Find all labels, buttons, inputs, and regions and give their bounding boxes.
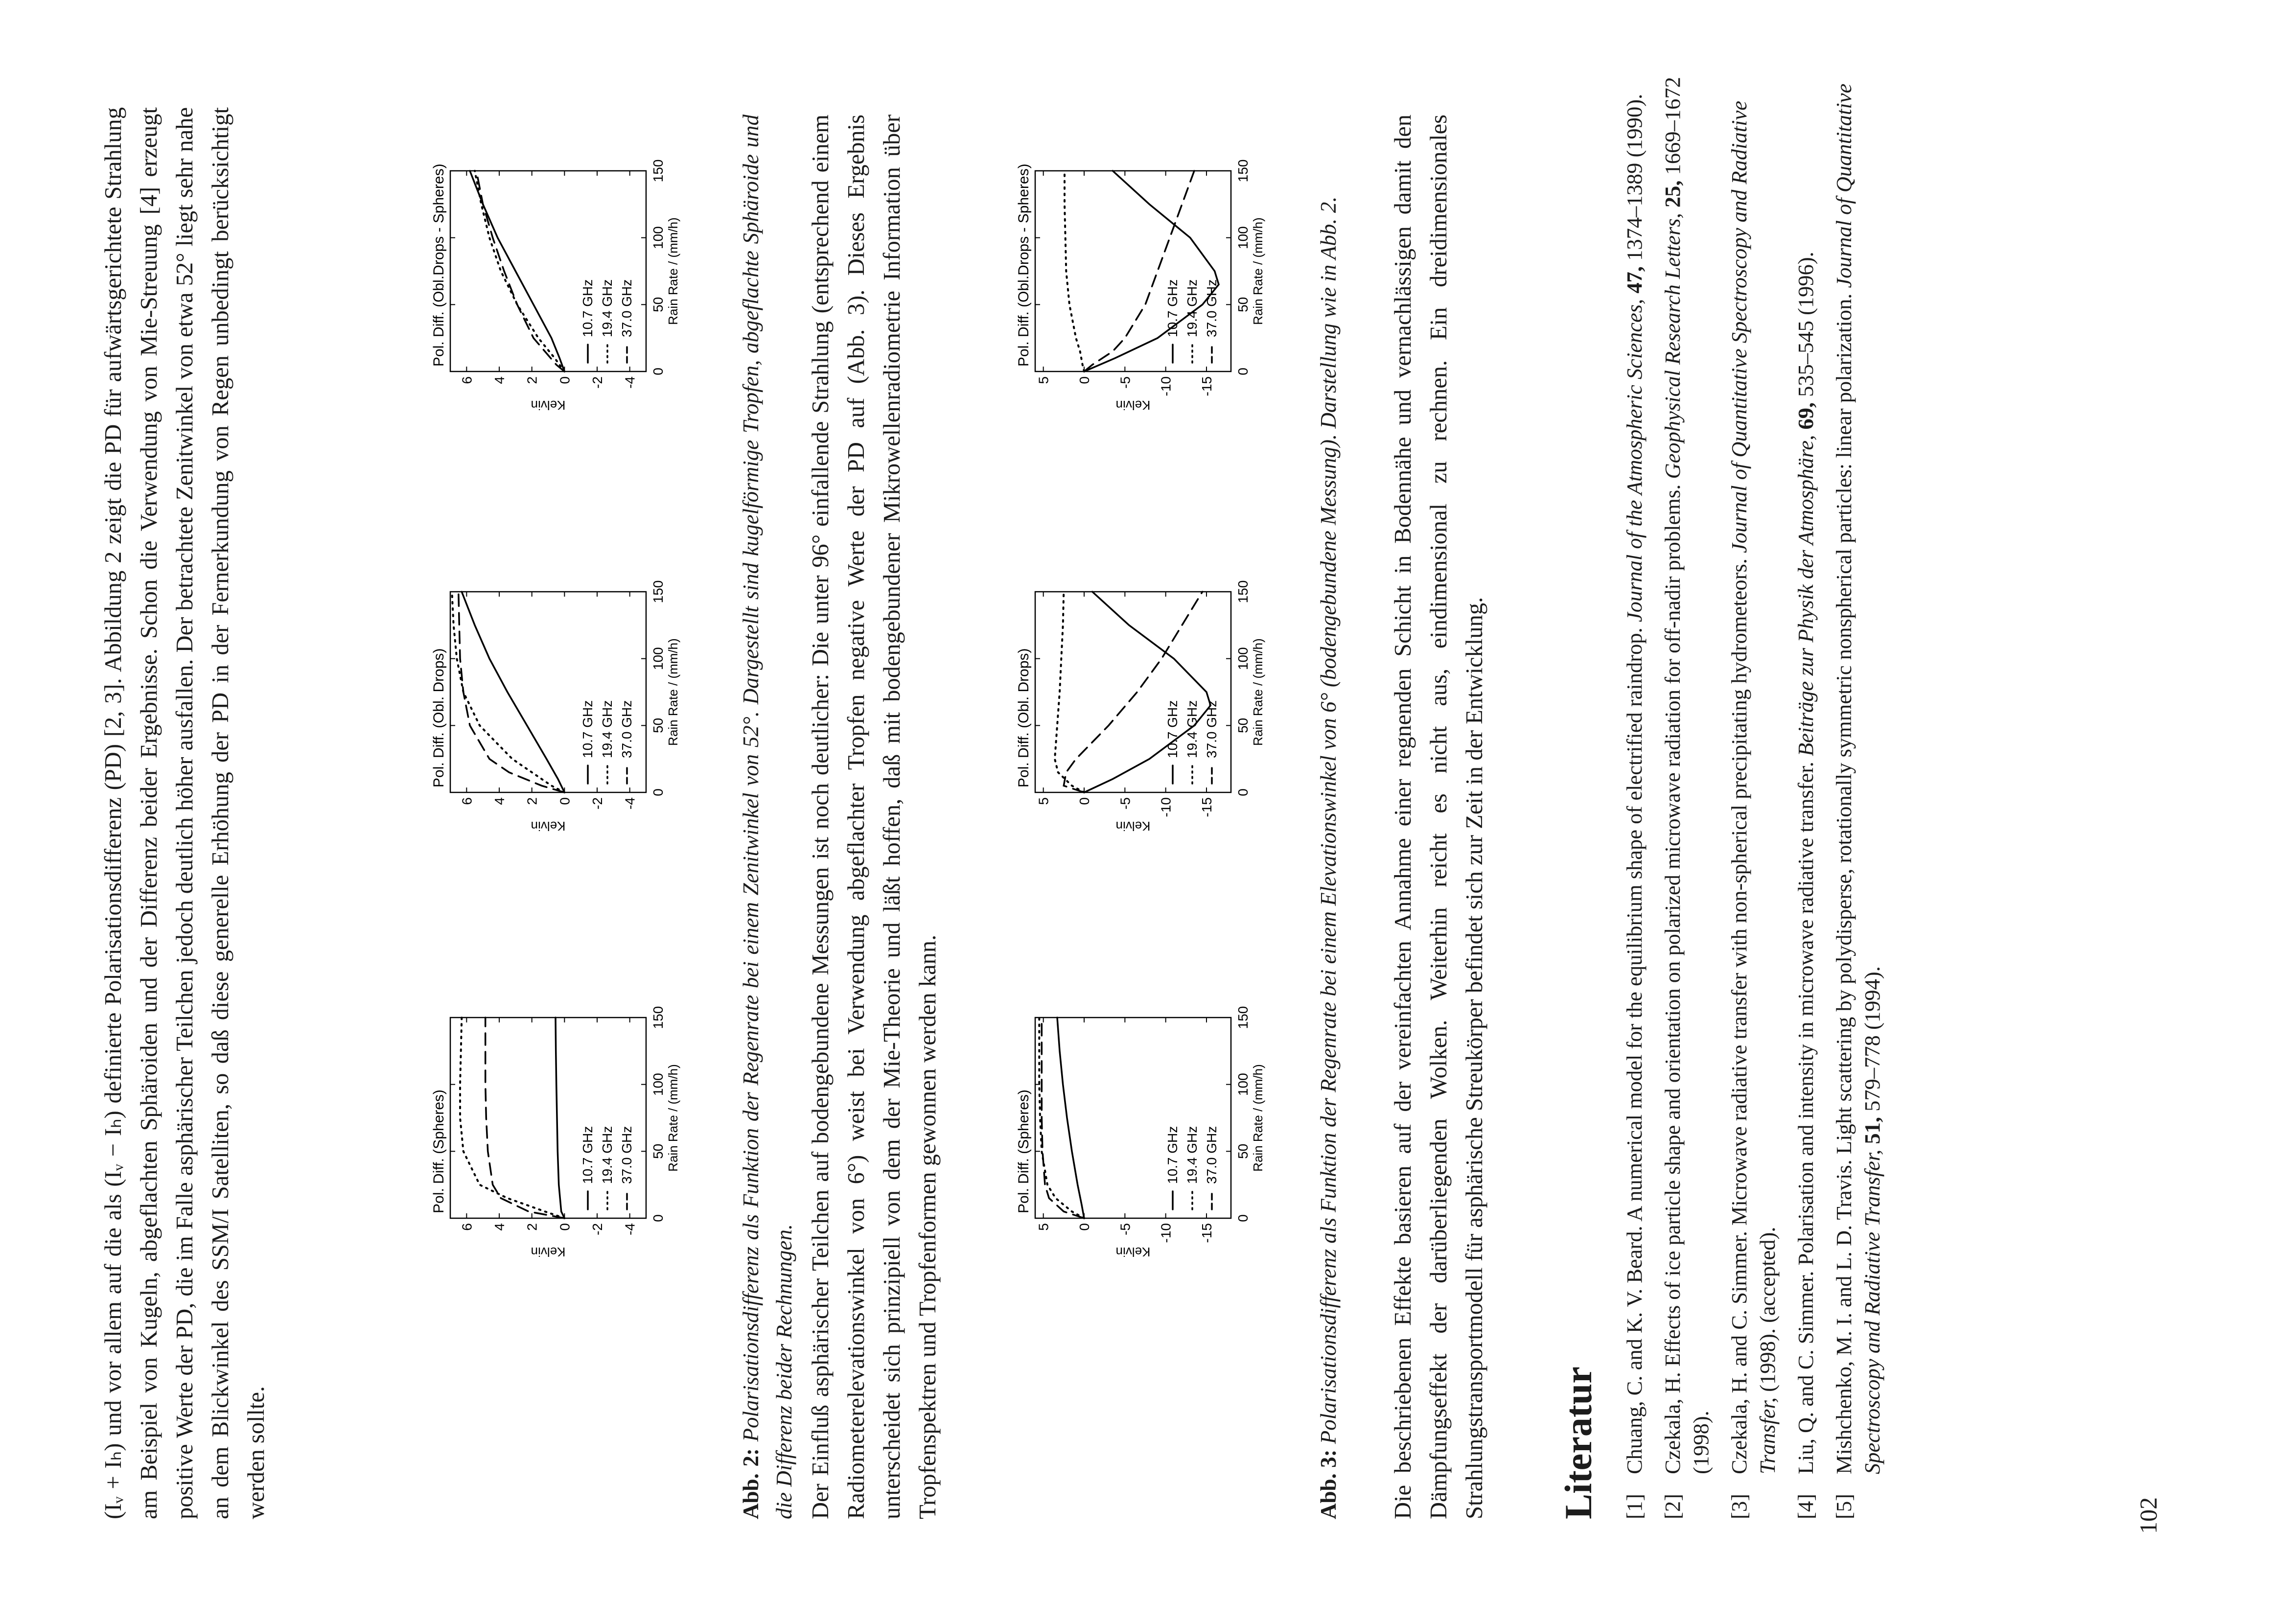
chart-title: Pol. Diff. (Spheres) xyxy=(431,1089,447,1213)
y-tick-label: -15 xyxy=(1199,797,1214,817)
x-tick-label: 150 xyxy=(650,1006,666,1029)
y-tick-label: -15 xyxy=(1199,376,1214,396)
reference-authors: Chuang, C. and K. V. Beard. A numerical model for the equilibrium shape of electrified raindrop. xyxy=(1622,627,1647,1474)
series-line xyxy=(1065,171,1084,371)
figure-2-caption-text: Polarisationsdifferenz als Funktion der Regenrate bei einem Zenitwinkel von 52°. Dargestellt sind kugelförmige Tropfen, abgeflachte Sphäroide und die Differenz beider Rechnungen. xyxy=(739,115,796,1519)
page-number: 102 xyxy=(2134,1497,2162,1534)
series-line xyxy=(1084,171,1219,371)
chart-title: Pol. Diff. (Obl.Drops - Spheres) xyxy=(431,163,447,367)
reference-pages: (1998). (accepted). xyxy=(1755,1227,1780,1392)
y-tick-label: -10 xyxy=(1158,797,1174,817)
reference-item xyxy=(1830,46,1886,1519)
legend-label: 10.7 GHz xyxy=(1165,279,1180,337)
x-tick-label: 100 xyxy=(650,226,666,250)
reference-pages: 1669–1672 (1998). xyxy=(1660,77,1713,1474)
y-tick-label: 0 xyxy=(1077,797,1092,805)
x-tick-label: 150 xyxy=(650,580,666,603)
y-axis-label: Kelvin xyxy=(1115,819,1151,834)
closing-paragraph: Die beschriebenen Effekte basieren auf der vereinfachten Annahme einer regnenden Schicht in Bodennähe und vernachlässigen damit den Dämpfungseffekt der darüberliegenden Wolken. Weiterhin reicht es nicht aus, eindimensional zu rechnen. Ein dreidimensionales Strahlungstransportmodell für asphärische Streukörper befindet sich zur Zeit in der Entwicklung. xyxy=(1390,115,1487,1519)
chart-title: Pol. Diff. (Obl. Drops) xyxy=(431,648,447,788)
reference-pages: 1374–1389 (1990). xyxy=(1622,93,1647,261)
plot-frame xyxy=(450,1018,646,1218)
legend-label: 10.7 GHz xyxy=(580,700,595,758)
legend-label: 19.4 GHz xyxy=(1184,279,1200,337)
y-tick-label: -4 xyxy=(622,376,638,389)
x-tick-label: 150 xyxy=(1235,580,1251,603)
legend-label: 37.0 GHz xyxy=(1204,700,1219,758)
y-tick-label: -4 xyxy=(622,1223,638,1235)
legend-label: 37.0 GHz xyxy=(619,279,634,337)
x-axis-label: Rain Rate / (mm/h) xyxy=(1251,638,1265,746)
y-tick-label: 2 xyxy=(524,1223,540,1231)
y-tick-label: 0 xyxy=(1077,1223,1092,1231)
x-tick-label: 150 xyxy=(650,159,666,183)
y-tick-label: -15 xyxy=(1199,1223,1214,1243)
y-tick-label: 2 xyxy=(524,797,540,805)
y-axis-label: Kelvin xyxy=(1115,398,1151,413)
reference-journal: Journal of Quantitative Spectroscopy and Radiative Transfer, xyxy=(1727,100,1780,1474)
series-line xyxy=(1064,592,1202,792)
reference-journal: Beiträge zur Physik der Atmosphäre, xyxy=(1793,435,1818,757)
plot-frame xyxy=(1035,1018,1231,1218)
figure-3-plot-difference xyxy=(1006,144,1282,418)
x-tick-label: 0 xyxy=(650,1214,666,1222)
chart-svg xyxy=(421,565,695,839)
chart-svg xyxy=(1006,144,1280,418)
x-axis-label: Rain Rate / (mm/h) xyxy=(666,217,680,325)
figure-3-label: Abb. 3: xyxy=(1316,1449,1341,1519)
y-tick-label: 5 xyxy=(1036,376,1051,384)
reference-number: [3] xyxy=(1727,1494,1751,1519)
y-tick-label: 0 xyxy=(557,376,573,384)
x-tick-label: 100 xyxy=(650,647,666,671)
x-tick-label: 0 xyxy=(650,368,666,375)
series-line xyxy=(556,1018,564,1218)
legend-label: 10.7 GHz xyxy=(1165,1126,1180,1184)
series-line xyxy=(460,1018,564,1218)
intro-paragraph: (Iᵥ + Iₕ) und vor allem auf die als (Iᵥ − Iₕ) definierte Polarisationsdifferenz (PD) [2, 3]. Abbildung 2 zeigt die PD für aufwärtsgerichtete Strahlung am Beispiel von Kugeln, abgeflachten Sphäroiden und der Differenz beider Ergebnisse. Schon die Verwendung von Mie-Streuung [4] erzeugt positive Werte der PD, die im Falle asphärischer Teilchen jedoch deutlich höher ausfallen. Der betrachtete Zenitwinkel von etwa 52° liegt sehr nahe an dem Blickwinkel des SSM/I Satelliten, so daß diese generelle Erhöhung der PD in der Fernerkundung von Regen unbedingt berücksichtigt werden sollte. xyxy=(100,107,269,1519)
reference-journal: Geophysical Research Letters, xyxy=(1660,213,1685,479)
y-tick-label: -5 xyxy=(1117,797,1133,810)
reference-number: [4] xyxy=(1793,1494,1818,1519)
y-tick-label: 0 xyxy=(557,1223,573,1231)
series-line xyxy=(1055,592,1084,792)
y-tick-label: 0 xyxy=(557,797,573,805)
y-tick-label: -2 xyxy=(590,797,605,810)
y-tick-label: 5 xyxy=(1036,797,1051,805)
series-line xyxy=(462,592,564,792)
legend-label: 10.7 GHz xyxy=(580,1126,595,1184)
chart-title: Pol. Diff. (Obl.Drops - Spheres) xyxy=(1016,163,1032,367)
reference-journal: Journal of Quantitative Spectroscopy and Radiative Transfer, xyxy=(1832,83,1884,1474)
reference-pages: 579–778 (1994). xyxy=(1860,966,1884,1112)
middle-paragraph: Der Einfluß asphärischer Teilchen auf bodengebundene Messungen ist noch deutlicher: Die unter 96° einfallende Strahlung (entsprechend einem Radiometerelevationswinkel von 6°) weist bei Verwendung abgeflachter Tropfen negative Werte der PD auf (Abb. 3). Dieses Ergebnis unterscheidet sich prinzipiell von dem der Mie-Theorie und läßt hoffen, daß mit bodengebundener Mikrowellenradiometrie Information über Tropfenspektren und Tropfenformen gewonnen werden kann. xyxy=(808,115,941,1519)
x-tick-label: 50 xyxy=(650,1143,666,1159)
legend-label: 19.4 GHz xyxy=(1184,1126,1200,1184)
y-tick-label: -2 xyxy=(590,376,605,389)
reference-pages: 535–545 (1996). xyxy=(1793,252,1818,397)
legend-label: 37.0 GHz xyxy=(1204,279,1219,337)
legend-label: 19.4 GHz xyxy=(1184,700,1200,758)
y-tick-label: -5 xyxy=(1117,376,1133,389)
x-tick-label: 0 xyxy=(1235,1214,1251,1222)
y-tick-label: 6 xyxy=(459,376,475,384)
figure-3-plot-spheres xyxy=(1006,991,1282,1265)
reference-item xyxy=(1725,46,1782,1519)
figure-2-label: Abb. 2: xyxy=(739,1448,763,1519)
x-axis-label: Rain Rate / (mm/h) xyxy=(666,1064,680,1172)
x-axis-label: Rain Rate / (mm/h) xyxy=(1251,1064,1265,1172)
x-tick-label: 50 xyxy=(1235,718,1251,733)
x-axis-label: Rain Rate / (mm/h) xyxy=(666,638,680,746)
y-tick-label: 2 xyxy=(524,376,540,384)
legend-label: 10.7 GHz xyxy=(580,279,595,337)
figure-2-caption xyxy=(734,115,801,1519)
legend-label: 37.0 GHz xyxy=(619,700,634,758)
x-tick-label: 0 xyxy=(1235,368,1251,375)
reference-authors: Czekala, H. Effects of ice particle shape and orientation on polarized microwave radiation for off-nadir problems. xyxy=(1660,484,1685,1474)
legend-label: 10.7 GHz xyxy=(1165,700,1180,758)
reference-volume: 51, xyxy=(1860,1116,1884,1144)
y-tick-label: 6 xyxy=(459,1223,475,1231)
x-tick-label: 100 xyxy=(1235,647,1251,671)
legend-label: 19.4 GHz xyxy=(600,279,615,337)
reference-volume: 69, xyxy=(1793,402,1818,430)
chart-svg xyxy=(421,991,695,1265)
x-axis-label: Rain Rate / (mm/h) xyxy=(1251,217,1265,325)
legend-label: 37.0 GHz xyxy=(619,1126,634,1184)
y-tick-label: 5 xyxy=(1036,1223,1051,1231)
series-line xyxy=(475,171,564,371)
series-line xyxy=(1084,592,1210,792)
reference-item xyxy=(1791,46,1820,1519)
reference-authors: Liu, Q. and C. Simmer. Polarisation and intensity in microwave radiative transfer. xyxy=(1793,762,1818,1474)
y-tick-label: 6 xyxy=(459,797,475,805)
plot-frame xyxy=(1035,592,1231,792)
chart-svg xyxy=(1006,565,1280,839)
figure-2-plot-spheres xyxy=(421,991,697,1265)
chart-svg xyxy=(421,144,695,418)
reference-list xyxy=(1620,46,1896,1519)
x-tick-label: 0 xyxy=(650,788,666,796)
series-line xyxy=(1057,1018,1084,1218)
reference-authors: Mishchenko, M. I. and L. D. Travis. Light scattering by polydisperse, rotationally symmetric nonspherical particles: linear polarization. xyxy=(1832,293,1856,1474)
x-tick-label: 150 xyxy=(1235,1006,1251,1029)
chart-title: Pol. Diff. (Spheres) xyxy=(1016,1089,1032,1213)
reference-journal: Journal of the Atmospheric Sciences, xyxy=(1622,299,1647,623)
figure-3-caption-text: Polarisationsdifferenz als Funktion der Regenrate bei einem Elevationswinkel von 6° (bodengebundene Messung). Darstellung wie in Abb. 2. xyxy=(1316,196,1341,1444)
x-tick-label: 100 xyxy=(1235,226,1251,250)
y-axis-label: Kelvin xyxy=(1115,1245,1151,1259)
y-tick-label: -2 xyxy=(590,1223,605,1235)
x-tick-label: 50 xyxy=(1235,297,1251,312)
y-axis-label: Kelvin xyxy=(531,819,566,834)
y-tick-label: -10 xyxy=(1158,376,1174,396)
y-axis-label: Kelvin xyxy=(531,1245,566,1259)
y-tick-label: -5 xyxy=(1117,1223,1133,1235)
legend-label: 19.4 GHz xyxy=(600,700,615,758)
x-tick-label: 0 xyxy=(1235,788,1251,796)
series-line xyxy=(476,171,564,371)
x-tick-label: 50 xyxy=(1235,1143,1251,1159)
x-tick-label: 50 xyxy=(650,297,666,312)
series-line xyxy=(1039,1018,1084,1218)
y-axis-label: Kelvin xyxy=(531,398,566,413)
x-tick-label: 150 xyxy=(1235,159,1251,183)
legend-label: 37.0 GHz xyxy=(1204,1126,1219,1184)
x-tick-label: 50 xyxy=(650,718,666,733)
series-line xyxy=(486,1018,565,1218)
figure-3-caption xyxy=(1312,115,1345,1519)
reference-volume: 25, xyxy=(1660,180,1685,208)
plot-frame xyxy=(450,171,646,371)
y-tick-label: 4 xyxy=(492,376,507,384)
reference-number: [5] xyxy=(1832,1494,1856,1519)
x-tick-label: 100 xyxy=(1235,1073,1251,1096)
y-tick-label: -10 xyxy=(1158,1223,1174,1243)
reference-item xyxy=(1658,46,1715,1519)
x-tick-label: 100 xyxy=(650,1073,666,1096)
y-tick-label: 4 xyxy=(492,797,507,805)
chart-svg xyxy=(1006,991,1280,1265)
reference-authors: Czekala, H. and C. Simmer. Microwave radiative transfer with non-spherical precipitating hydrometeors. xyxy=(1727,558,1751,1474)
references-heading: Literatur xyxy=(1557,1367,1600,1519)
figure-3-plot-obl-drops xyxy=(1006,565,1282,839)
reference-volume: 47, xyxy=(1622,266,1647,294)
figure-2-plot-obl-drops xyxy=(421,565,697,839)
y-tick-label: 4 xyxy=(492,1223,507,1231)
legend-label: 19.4 GHz xyxy=(600,1126,615,1184)
figure-2-plot-difference xyxy=(421,144,697,418)
y-tick-label: -4 xyxy=(622,797,638,810)
reference-number: [2] xyxy=(1660,1494,1685,1519)
reference-item xyxy=(1620,46,1648,1519)
y-tick-label: 0 xyxy=(1077,376,1092,384)
series-line xyxy=(470,171,564,371)
chart-title: Pol. Diff. (Obl. Drops) xyxy=(1016,648,1032,788)
series-line xyxy=(1084,171,1194,371)
reference-number: [1] xyxy=(1622,1494,1647,1519)
